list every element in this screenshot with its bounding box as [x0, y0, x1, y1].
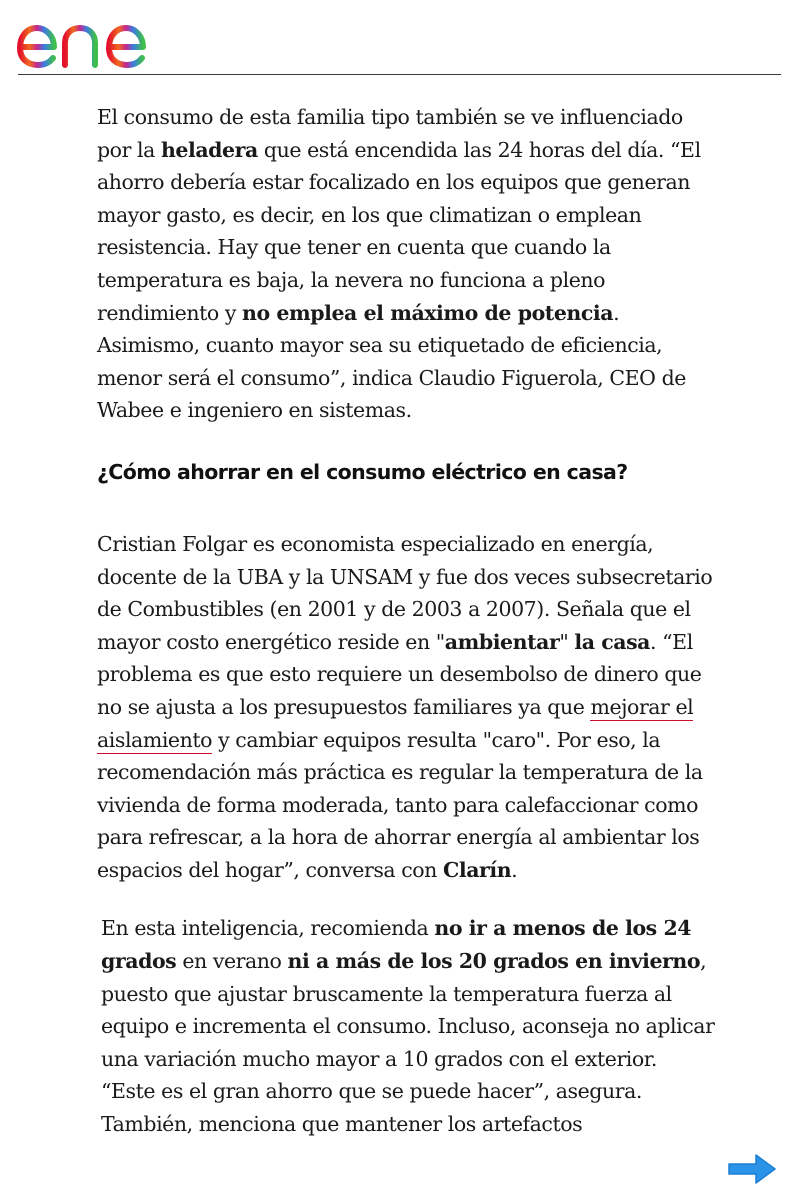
bold-text: ni a más de los 20 grados en invierno [287, 949, 701, 974]
text: , puesto que ajustar bruscamente la temperatura fuerza al equipo e incrementa el consumo. Incluso, aconseja no aplicar una variación mucho mayor a 10 grados con el exterior. “Este es el gran ahorro que se puede hacer”, asegura. También, menciona que mantener los artefactos [101, 949, 715, 1137]
text: " [559, 629, 575, 654]
text: en verano [176, 949, 288, 974]
bold-text: heladera [160, 137, 258, 162]
article-body [97, 101, 717, 1141]
text: . [511, 857, 518, 882]
text: y cambiar equipos resulta "caro". Por eso, la recomendación más práctica es regular la temperatura de la vivienda de forma moderada, tanto para calefaccionar como para refrescar, a la hora de ahorrar energía al ambientar los espacios del hogar”, conversa con [97, 727, 703, 882]
bold-text: ambientar [444, 629, 560, 654]
text: Cristian Folgar es economista especializado en energía, docente de la UBA y la UNSAM y fue dos veces subsecretario de Combustibles (en 2001 y de 2003 a 2007). Señala que el mayor costo energético reside en " [97, 531, 713, 654]
next-page-button[interactable] [726, 1150, 778, 1188]
site-header [0, 0, 800, 76]
link-mejorar-aislamiento[interactable]: mejorar el aislamiento [97, 694, 694, 752]
paragraph-1 [97, 101, 717, 427]
bold-text: Clarín [442, 857, 512, 882]
paragraph-2 [97, 528, 717, 887]
bold-text: la casa [574, 629, 651, 654]
text: El consumo de esta familia tipo también se ve influenciado por la [97, 105, 683, 162]
text: . Asimismo, cuanto mayor sea su etiquetado de eficiencia, menor será el consumo”, indica Claudio Figuerola, CEO de Wabee e ingeniero en sistemas. [97, 300, 686, 423]
paragraph-3 [101, 912, 717, 1140]
arrow-right-icon [726, 1150, 778, 1188]
text: En esta inteligencia, recomienda [101, 916, 435, 941]
bold-text: no ir a menos de los 24 grados [101, 916, 692, 974]
header-divider [18, 74, 781, 75]
text: . “El problema es que esto requiere un desembolso de dinero que no se ajusta a los presupuestos familiares ya que [97, 629, 702, 719]
bold-text: no emplea el máximo de potencia [242, 300, 614, 325]
enel-logo[interactable] [16, 8, 186, 70]
section-heading: ¿Cómo ahorrar en el consumo eléctrico en casa? [97, 459, 628, 484]
text: que está encendida las 24 horas del día. “El ahorro debería estar focalizado en los equipos que generan mayor gasto, es decir, en los que climatizan o emplean resistencia. Hay que tener en cuenta que cuando la temperatura es baja, la nevera no funciona a pleno rendimiento y [97, 137, 701, 325]
